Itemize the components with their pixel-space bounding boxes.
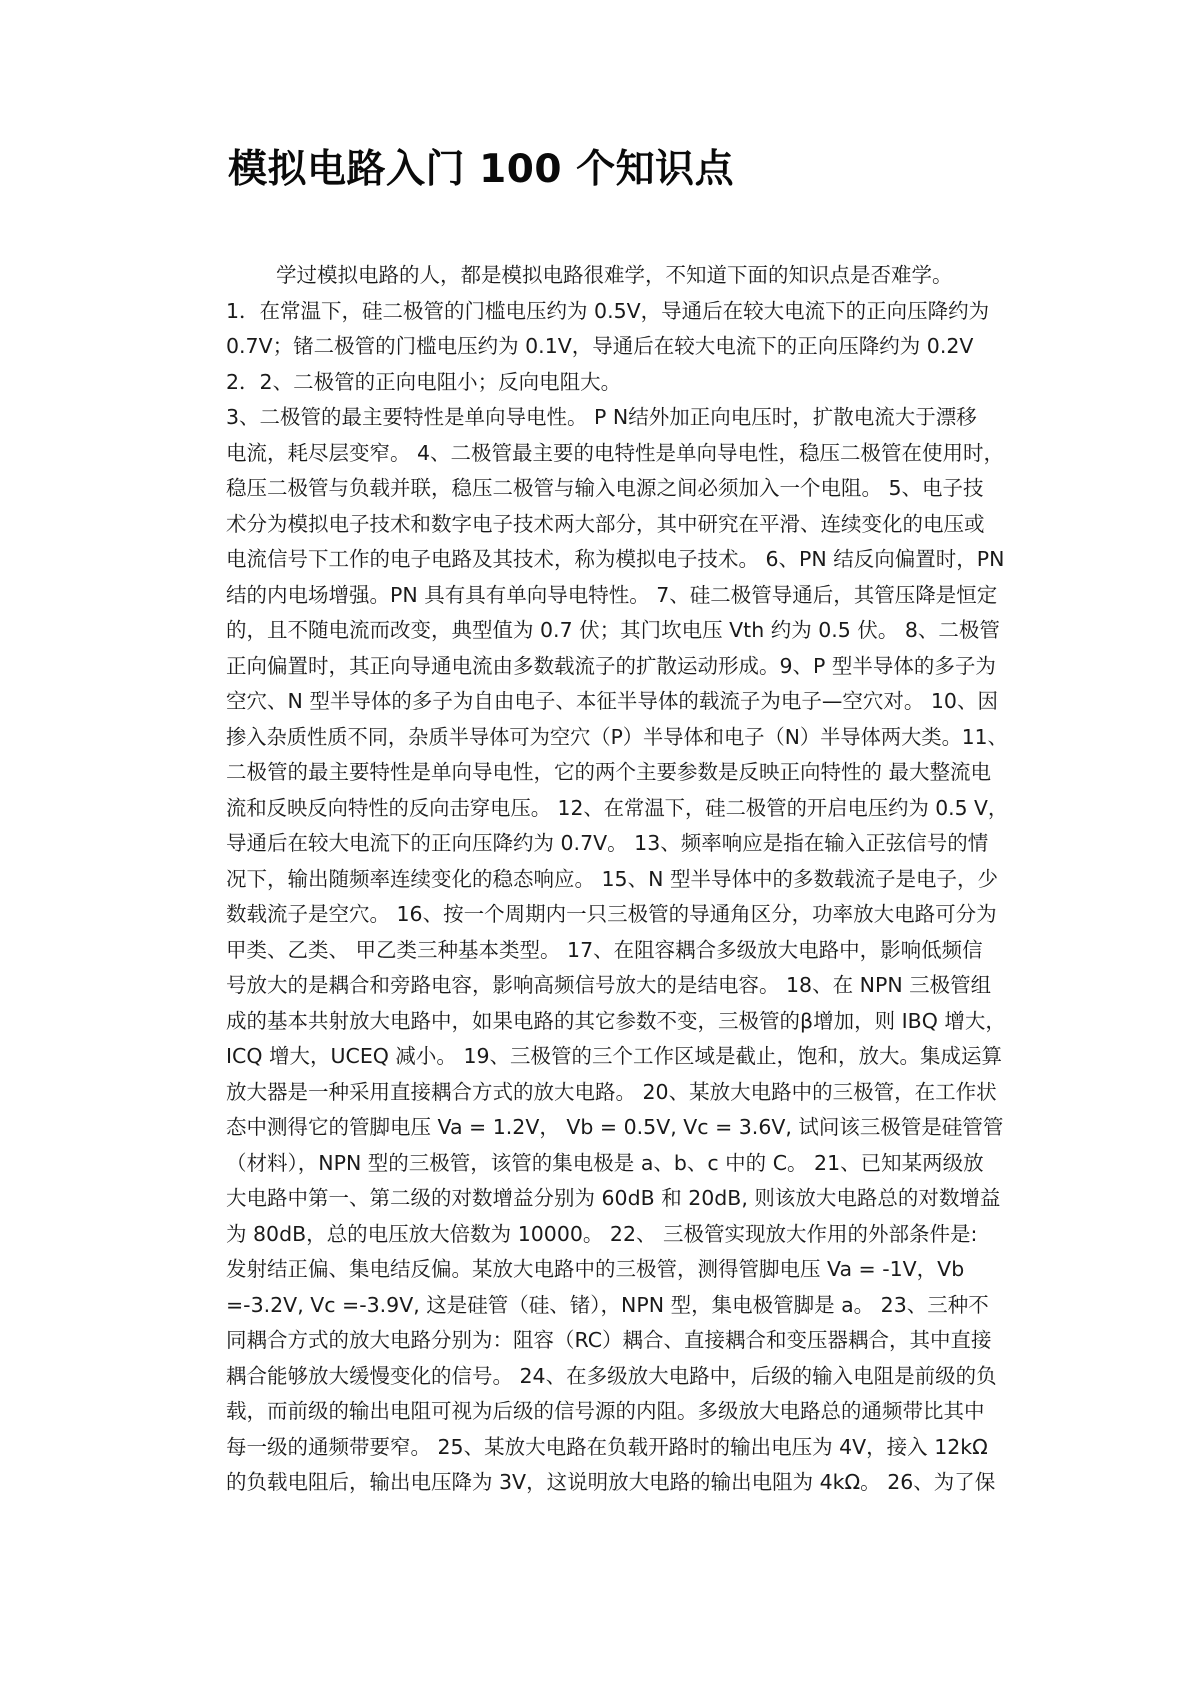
body-text-line: 的负载电阻后，输出电压降为 3V，这说明放大电路的输出电阻为 4kΩ。 26、为了保 bbox=[226, 1470, 996, 1494]
body-text-line: 成的基本共射放大电路中，如果电路的其它参数不变，三极管的β增加，则 IBQ 增大， bbox=[226, 1008, 1006, 1033]
body-text-line: 流和反映反向特性的反向击穿电压。 12、在常温下，硅二极管的开启电压约为 0.5 V， bbox=[226, 795, 1009, 820]
document-title: 模拟电路入门 100 个知识点 bbox=[228, 147, 735, 192]
body-text-line: 态中测得它的管脚电压 Va = 1.2V， Vb = 0.5V, Vc = 3.6V, 试问该三极管是硅管管 bbox=[226, 1115, 1004, 1139]
body-text-line: 数载流子是空穴。 16、按一个周期内一只三极管的导通角区分，功率放大电路可分为 bbox=[226, 902, 997, 926]
body-text-line: 1．在常温下，硅二极管的门槛电压约为 0.5V，导通后在较大电流下的正向压降约为 bbox=[226, 298, 990, 323]
body-text-line: 正向偏置时，其正向导通电流由多数载流子的扩散运动形成。9、P 型半导体的多子为 bbox=[226, 653, 996, 678]
body-text-line: （材料），NPN 型的三极管，该管的集电极是 a、b、c 中的 C。 21、已知某两级放 bbox=[226, 1150, 984, 1175]
body-text-line: 放大器是一种采用直接耦合方式的放大电路。 20、某放大电路中的三极管，在工作状 bbox=[226, 1079, 997, 1104]
body-text-line: 号放大的是耦合和旁路电容，影响高频信号放大的是结电容。 18、在 NPN 三极管组 bbox=[226, 973, 992, 997]
body-text-line: 2．2、二极管的正向电阻小；反向电阻大。 bbox=[226, 369, 622, 394]
intro-paragraph-line: 学过模拟电路的人，都是模拟电路很难学，不知道下面的知识点是否难学。 bbox=[276, 263, 953, 287]
body-text-line: 耦合能够放大缓慢变化的信号。 24、在多级放大电路中，后级的输入电阻是前级的负 bbox=[226, 1363, 997, 1388]
body-text-line: 结的内电场增强。PN 具有具有单向导电特性。 7、硅二极管导通后，其管压降是恒定 bbox=[226, 582, 998, 607]
body-text-line: ICQ 增大，UCEQ 减小。 19、三极管的三个工作区域是截止，饱和，放大。集成运算 bbox=[226, 1044, 1003, 1068]
body-text-line: 导通后在较大电流下的正向压降约为 0.7V。 13、频率响应是指在输入正弦信号的情 bbox=[226, 831, 989, 855]
body-text-line: 术分为模拟电子技术和数字电子技术两大部分，其中研究在平滑、连续变化的电压或 bbox=[226, 511, 985, 536]
body-text-line: 发射结正偏、集电结反偏。某放大电路中的三极管，测得管脚电压 Va = -1V，Vb bbox=[226, 1257, 965, 1281]
body-text-line: 载，而前级的输出电阻可视为后级的信号源的内阻。多级放大电路总的通频带比其中 bbox=[226, 1399, 985, 1423]
body-text-line: 电流信号下工作的电子电路及其技术，称为模拟电子技术。 6、PN 结反向偏置时，PN bbox=[226, 547, 1005, 571]
body-text-line: 0.7V；锗二极管的门槛电压约为 0.1V，导通后在较大电流下的正向压降约为 0.2V bbox=[226, 334, 974, 358]
body-text-line: 稳压二极管与负载并联，稳压二极管与输入电源之间必须加入一个电阻。 5、电子技 bbox=[226, 476, 984, 500]
body-text-line: 的，且不随电流而改变，典型值为 0.7 伏；其门坎电压 Vth 约为 0.5 伏。 8、二极管 bbox=[226, 618, 1000, 642]
body-text-line: 3、二极管的最主要特性是单向导电性。 P N结外加正向电压时，扩散电流大于漂移 bbox=[226, 405, 977, 429]
body-text-line: 电流，耗尽层变窄。 4、二极管最主要的电特性是单向导电性，稳压二极管在使用时， bbox=[226, 440, 1005, 465]
body-text-line: 同耦合方式的放大电路分别为：阻容（RC）耦合、直接耦合和变压器耦合，其中直接 bbox=[226, 1328, 992, 1352]
body-text-line: 甲类、乙类、 甲乙类三种基本类型。 17、在阻容耦合多级放大电路中，影响低频信 bbox=[226, 937, 983, 962]
body-text-line: 每一级的通频带要窄。 25、某放大电路在负载开路时的输出电压为 4V，接入 12kΩ bbox=[226, 1434, 988, 1459]
body-text-line: 掺入杂质性质不同，杂质半导体可为空穴（P）半导体和电子（N）半导体两大类。11、 bbox=[226, 724, 1008, 749]
body-text-line: 二极管的最主要特性是单向导电性，它的两个主要参数是反映正向特性的 最大整流电 bbox=[226, 760, 992, 784]
body-text-line: =-3.2V, Vc =-3.9V, 这是硅管（硅、锗），NPN 型，集电极管脚是 a。 23、三种不 bbox=[226, 1292, 989, 1317]
body-text-line: 为 80dB，总的电压放大倍数为 10000。 22、 三极管实现放大作用的外部条件是: bbox=[226, 1221, 978, 1246]
body-text-line: 况下，输出随频率连续变化的稳态响应。 15、N 型半导体中的多数载流子是电子，少 bbox=[226, 866, 998, 891]
body-text-line: 空穴、N 型半导体的多子为自由电子、本征半导体的载流子为电子—空穴对。 10、因 bbox=[226, 689, 998, 713]
body-text-line: 大电路中第一、第二级的对数增益分别为 60dB 和 20dB, 则该放大电路总的对数增益 bbox=[226, 1186, 1001, 1210]
document-body bbox=[226, 258, 1009, 1501]
